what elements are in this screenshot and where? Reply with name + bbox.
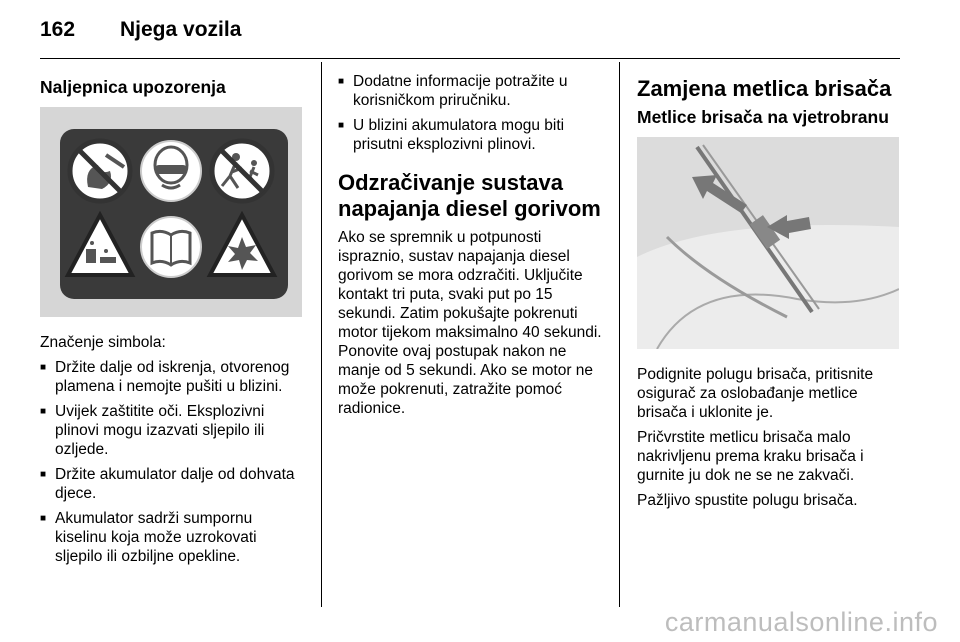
list-item: ■ Dodatne informacije potražite u korisničkom priručniku. <box>338 72 606 110</box>
eye-protection-icon <box>141 141 201 201</box>
column-divider-2 <box>619 62 620 607</box>
step-2: Pričvrstite metlicu brisača malo nakrivljenu prema kraku brisača i gurnite ju dok ne se ne zakvači. <box>637 429 864 484</box>
list-item: ■ Držite dalje od iskrenja, otvorenog plamena i nemojte pušiti u blizini. <box>40 358 305 396</box>
chapter-title: Njega vozila <box>120 18 242 41</box>
warning-sticker-image <box>40 107 302 317</box>
subheading-windscreen-wipers: Metlice brisača na vjetrobranu <box>637 107 889 127</box>
warning-sticker-illustration <box>40 107 302 317</box>
read-manual-icon <box>141 217 201 277</box>
section-heading-diesel-bleeding: Odzračivanje sustava napajanja diesel gorivom <box>338 170 601 221</box>
keep-children-away-icon <box>212 141 272 201</box>
page-number: 162 <box>40 18 76 41</box>
no-fire-icon <box>70 141 130 201</box>
column-2 <box>338 72 606 424</box>
additional-info-list <box>338 72 606 154</box>
watermark: carmanualsonline.info <box>664 607 938 637</box>
list-item: ■ Držite akumulator dalje od dohvata djece. <box>40 465 305 503</box>
diesel-bleeding-body: Ako se spremnik u potpunosti ispraznio, sustav napajanja diesel gorivom se mora odzračiti. Uključite kontakt tri puta, svaki put po 15 sekundi. Zatim pokušajte pokrenuti motor tijekom maksimalno 40 sekundi. Ponovite ovaj postupak nakon ne manje od 5 sekundi. Ako se motor ne može pokrenuti, zatražite pomoć radionice. <box>338 229 602 417</box>
column-divider-1 <box>321 62 322 607</box>
step-1: Podignite polugu brisača, pritisnite osigurač za oslobađanje metlice brisača i uklonite je. <box>637 366 874 421</box>
symbols-intro: Značenje simbola: <box>40 334 166 351</box>
section-heading-wiper-blades: Zamjena metlica brisača <box>637 76 892 101</box>
page-header <box>40 18 241 42</box>
symbols-list <box>40 358 305 566</box>
column-3 <box>637 76 901 516</box>
wiper-illustration <box>637 137 899 349</box>
list-item: ■ Uvijek zaštitite oči. Eksplozivni plinovi mogu izazvati sljepilo ili ozljede. <box>40 402 305 459</box>
wiper-removal-image <box>637 137 899 349</box>
step-3: Pažljivo spustite polugu brisača. <box>637 492 858 509</box>
list-item: ■ Akumulator sadrži sumpornu kiselinu koja može uzrokovati sljepilo ili ozbiljne opekline. <box>40 509 305 566</box>
header-rule <box>40 58 900 59</box>
list-item: ■ U blizini akumulatora mogu biti prisutni eksplozivni plinovi. <box>338 116 606 154</box>
section-heading-warning-label: Naljepnica upozorenja <box>40 77 226 97</box>
column-1 <box>40 72 305 572</box>
